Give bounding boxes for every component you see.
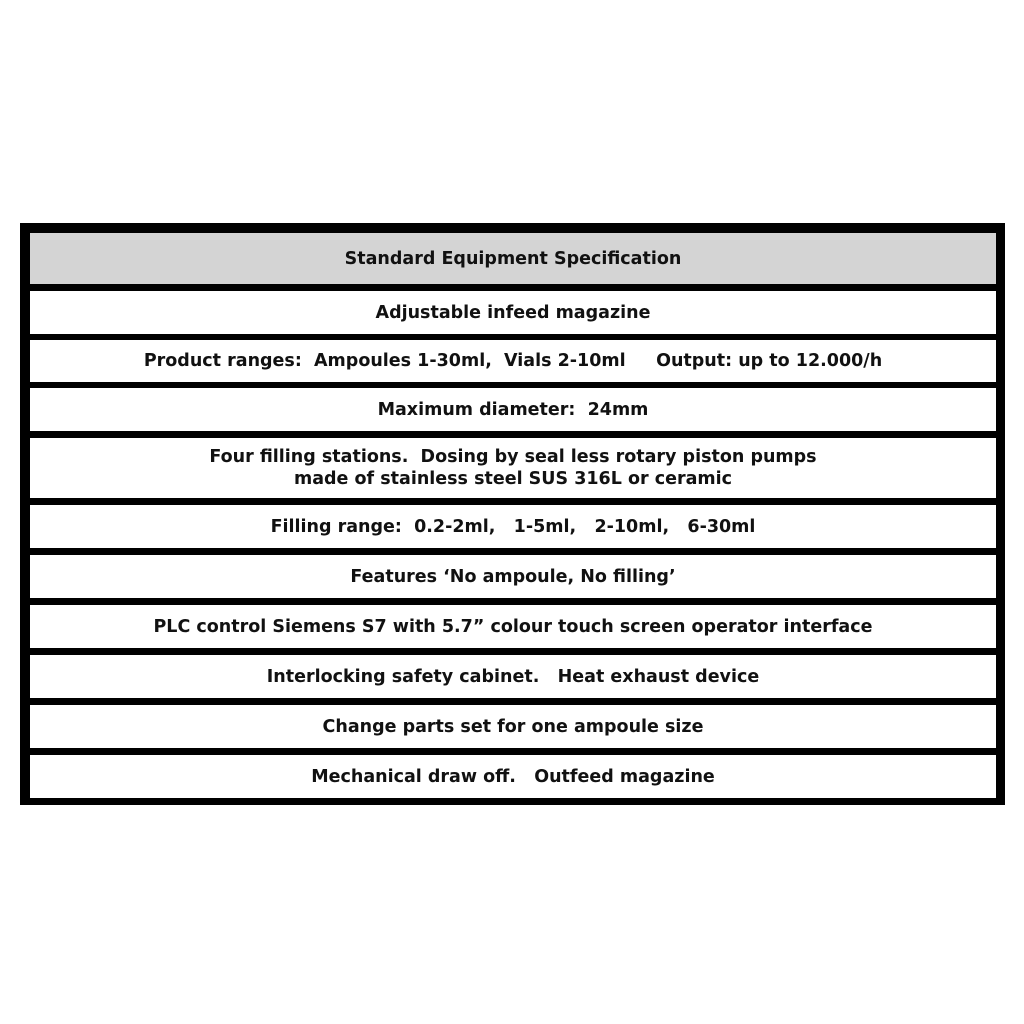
table-header: Standard Equipment Specification — [30, 233, 996, 284]
table-row-change-parts: Change parts set for one ampoule size — [30, 705, 996, 748]
table-row-plc-control: PLC control Siemens S7 with 5.7” colour touch screen operator interface — [30, 605, 996, 648]
specification-table — [20, 223, 1005, 805]
table-row-draw-off: Mechanical draw off. Outfeed magazine — [30, 755, 996, 798]
table-row-features: Features ‘No ampoule, No filling’ — [30, 555, 996, 598]
table-row-product-ranges: Product ranges: Ampoules 1-30ml, Vials 2-10ml Output: up to 12.000/h — [30, 340, 996, 382]
table-row-filling-range: Filling range: 0.2-2ml, 1-5ml, 2-10ml, 6-30ml — [30, 505, 996, 548]
table-row-safety-cabinet: Interlocking safety cabinet. Heat exhaust device — [30, 655, 996, 698]
table-row-infeed: Adjustable infeed magazine — [30, 291, 996, 334]
table-row-max-diameter: Maximum diameter: 24mm — [30, 388, 996, 431]
table-row-filling-stations: Four filling stations. Dosing by seal less rotary piston pumps made of stainless steel SUS 316L or ceramic — [30, 438, 996, 498]
